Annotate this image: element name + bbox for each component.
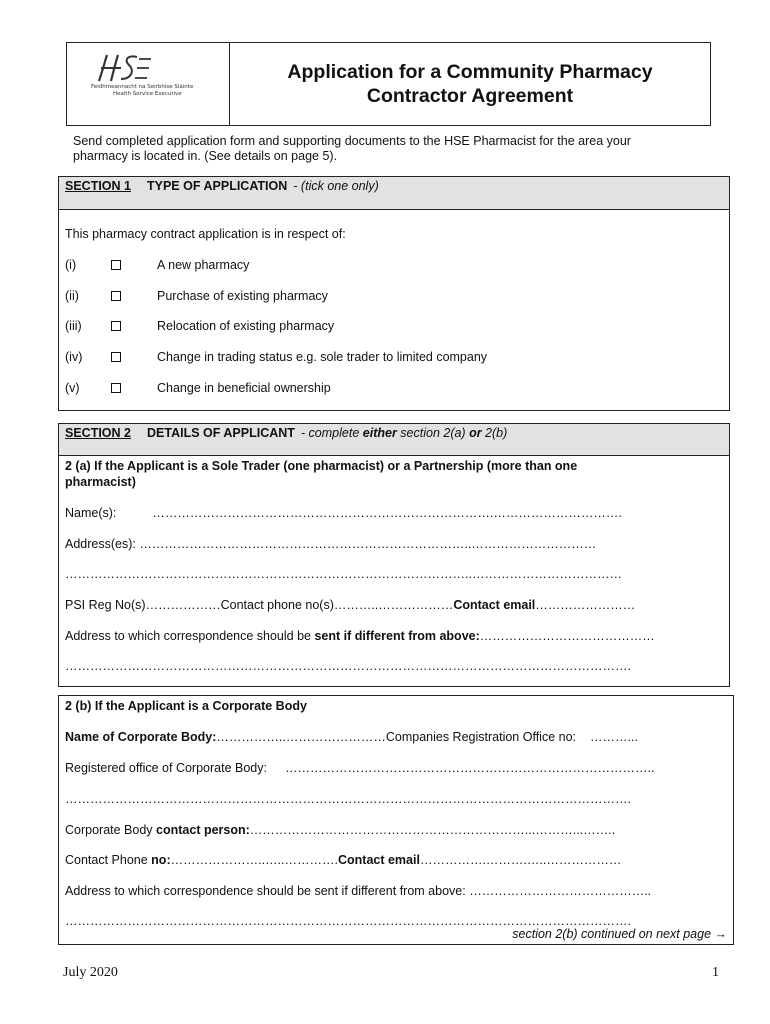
option-label: Purchase of existing pharmacy: [157, 289, 328, 303]
option-roman: (v): [65, 381, 80, 395]
section-1: [58, 176, 730, 411]
corporate-correspondence-dots-2: ……………………………………………………………………………………………………………………….: [65, 914, 631, 928]
checkbox-trading-status[interactable]: [111, 352, 121, 362]
logo-text-irish: Feidhmeannacht na Seirbhíse Sláinte: [91, 84, 194, 90]
corporate-correspondence-label: Address to which correspondence should be sent if different from above:: [65, 884, 466, 898]
corporate-email-label: Contact email: [337, 853, 420, 867]
option-label: Change in trading status e.g. sole trader to limited company: [157, 350, 488, 364]
corporate-email-dots: …………….……….…..………………: [419, 853, 622, 867]
address-dots: ……………………………………………………………………..…………………………: [139, 537, 597, 551]
names-dots: ……………………………………………………………………….………………………….: [152, 506, 622, 520]
section-1-lead: This pharmacy contract application is in respect of:: [65, 227, 346, 241]
cro-label: Companies Registration Office no:: [385, 730, 577, 744]
cro-dots: ………...: [590, 730, 638, 744]
intro-line-2: pharmacy is located in. (See details on page 5).: [73, 149, 338, 163]
section-2a: [58, 423, 730, 687]
option-purchase: [59, 289, 729, 305]
section-2a-heading-line-2: pharmacist): [65, 475, 136, 489]
address-dots-2: ……………………………………………………………………………………..………………………………: [65, 567, 622, 581]
option-trading-status: [59, 350, 729, 366]
names-field[interactable]: [65, 506, 622, 520]
psi-label: PSI Reg No(s): [65, 598, 146, 612]
correspondence-label-bold: sent if different from above:: [314, 629, 480, 643]
option-new-pharmacy: [59, 258, 729, 274]
header-box: [66, 42, 711, 126]
email-label: Contact email: [453, 598, 536, 612]
correspondence-field[interactable]: [65, 629, 655, 643]
email-dots: ……………………: [535, 598, 636, 612]
option-roman: (i): [65, 258, 77, 272]
corporate-correspondence-dots: ……………………………………..: [469, 884, 652, 898]
checkbox-purchase[interactable]: [111, 291, 121, 301]
corporate-phone-label: Contact Phone: [65, 853, 152, 867]
registered-office-field[interactable]: [65, 761, 654, 775]
section-2-note: - complete either section 2(a) or 2(b): [300, 426, 508, 440]
option-label: Relocation of existing pharmacy: [157, 319, 335, 333]
address-field-line-2[interactable]: [65, 567, 622, 581]
logo-text-english: Health Service Executive: [113, 91, 182, 97]
option-relocation: [59, 319, 729, 335]
corporate-correspondence-field[interactable]: [65, 884, 651, 898]
option-label: A new pharmacy: [157, 258, 250, 272]
correspondence-dots-2: ……………………………………………………………………………………………………………………….: [65, 659, 631, 673]
option-roman: (ii): [65, 289, 79, 303]
footer-date: July 2020: [63, 965, 118, 980]
address-label: Address(es):: [65, 537, 136, 551]
section-1-header: [59, 177, 729, 210]
section-2b: [58, 695, 734, 945]
corporate-correspondence-field-line-2[interactable]: [65, 914, 631, 928]
checkbox-relocation[interactable]: [111, 321, 121, 331]
section-2-number: SECTION 2: [65, 426, 131, 440]
psi-phone-email-row[interactable]: [65, 598, 635, 612]
section-2-header: [59, 424, 729, 456]
correspondence-field-line-2[interactable]: [65, 659, 631, 673]
registered-office-label: Registered office of Corporate Body:: [65, 761, 267, 775]
corporate-name-field[interactable]: [65, 730, 638, 744]
address-field[interactable]: [65, 537, 596, 551]
section-1-note: - (tick one only): [293, 179, 379, 193]
checkbox-new-pharmacy[interactable]: [111, 260, 121, 270]
intro-text: [73, 134, 713, 164]
option-label: Change in beneficial ownership: [157, 381, 331, 395]
section-1-heading: TYPE OF APPLICATION: [147, 179, 288, 193]
corporate-name-label: Name of Corporate Body:: [65, 730, 217, 744]
section-1-number: SECTION 1: [65, 179, 131, 193]
intro-line-1: Send completed application form and supporting documents to the HSE Pharmacist for the area your: [73, 134, 631, 148]
option-roman: (iii): [65, 319, 82, 333]
phone-email-row[interactable]: [65, 853, 621, 867]
contact-person-label: Corporate Body: [65, 823, 157, 837]
section-2-heading: DETAILS OF APPLICANT: [147, 426, 295, 440]
option-roman: (iv): [65, 350, 83, 364]
phone-dots: ………..………………: [333, 598, 454, 612]
page-number: 1: [712, 965, 719, 980]
registered-office-dots-2: ……………………………………………………………………………………………………………………….: [65, 792, 631, 806]
document-title: [230, 43, 710, 125]
hse-logo: [67, 43, 230, 125]
title-line-2: Contractor Agreement: [366, 85, 574, 107]
title-line-1: Application for a Community Pharmacy: [287, 61, 653, 83]
checkbox-beneficial-ownership[interactable]: [111, 383, 121, 393]
phone-label: Contact phone no(s): [220, 598, 334, 612]
psi-dots: ………………: [145, 598, 221, 612]
continued-note: section 2(b) continued on next page →: [512, 927, 727, 941]
contact-person-field[interactable]: [65, 823, 615, 837]
correspondence-dots: ……………………………………: [479, 629, 655, 643]
correspondence-label: Address to which correspondence should be: [65, 629, 315, 643]
registered-office-dots: ……………………………………………………………………………..: [284, 761, 655, 775]
option-beneficial-ownership: [59, 381, 729, 397]
contact-person-label-bold: contact person:: [156, 823, 250, 837]
registered-office-field-line-2[interactable]: [65, 792, 631, 806]
hse-logo-icon: [91, 51, 155, 85]
corporate-name-dots: ……………..……………………: [216, 730, 386, 744]
corporate-phone-label-bold: no:: [151, 853, 171, 867]
corporate-phone-dots: …………………..…..………….: [170, 853, 338, 867]
section-2a-heading-line-1: 2 (a) If the Applicant is a Sole Trader (one pharmacist) or a Partnership (more than one: [65, 459, 578, 473]
section-2b-heading: 2 (b) If the Applicant is a Corporate Body: [65, 699, 307, 713]
names-label: Name(s):: [65, 506, 117, 520]
contact-person-dots: …………………………………………………………...………...……..: [249, 823, 616, 837]
